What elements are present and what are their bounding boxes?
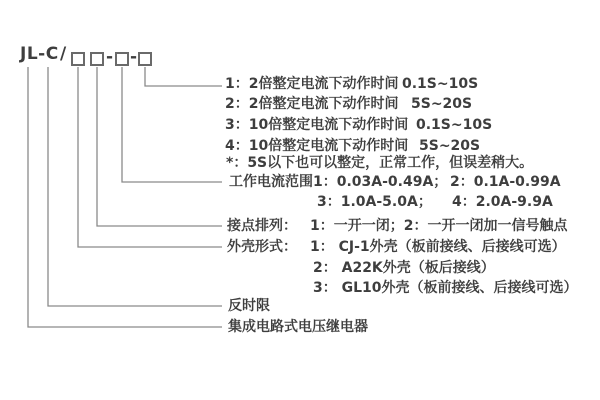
model-slash: /: [60, 44, 67, 64]
contact-arrangement-label: 接点排列：: [227, 218, 297, 234]
case-type-option-1: 1： CJ-1外壳（板前接线、后接线可选）: [310, 239, 566, 255]
connector-current-range: [122, 67, 222, 182]
current-range-option-3: 3：1.0A-5.0A；: [317, 194, 432, 210]
action-time-option-3-label: 3：10倍整定电流下动作时间: [225, 117, 409, 133]
placeholder-box-4: [138, 52, 152, 66]
action-time-option-4-label: 4：10倍整定电流下动作时间: [225, 138, 409, 154]
case-type-option-3: 3： GL10外壳（板前接线、后接线可选）: [313, 280, 578, 296]
action-time-option-4-range: 5S~20S: [419, 138, 481, 154]
placeholder-box-2: [90, 52, 104, 66]
time-characteristic-label: 反时限: [228, 298, 270, 314]
placeholder-box-1: [71, 52, 85, 66]
action-time-note: *：5S以下也可以整定，正常工作，但误差稍大。: [226, 155, 534, 171]
contact-arrangement-value: 1：一开一闭；2：一开一闭加一信号触点: [310, 218, 568, 234]
connector-product-type: [28, 67, 222, 327]
connector-time-characteristic: [48, 67, 222, 306]
current-range-option-4: 4：2.0A-9.9A: [452, 194, 553, 210]
case-type-option-2: 2： A22K外壳（板后接线）: [313, 260, 495, 276]
current-range-option-2: 2：0.1A-0.99A: [450, 174, 561, 190]
action-time-option-3-range: 0.1S~10S: [416, 117, 493, 133]
action-time-option-1-label: 1：2倍整定电流下动作时间: [225, 76, 399, 92]
action-time-option-1-range: 0.1S~10S: [402, 76, 479, 92]
placeholder-box-3: [115, 52, 129, 66]
action-time-option-2-range: 5S~20S: [411, 96, 473, 112]
product-type-label: 集成电路式电压继电器: [228, 319, 368, 335]
model-dash-1: -: [106, 47, 114, 67]
connector-action-time: [145, 67, 222, 86]
action-time-option-2-label: 2：2倍整定电流下动作时间: [225, 96, 399, 112]
current-range-label: 工作电流范围: [229, 174, 313, 190]
current-range-option-1: 1：0.03A-0.49A；: [313, 174, 448, 190]
model-dash-2: -: [130, 47, 138, 67]
model-prefix: JL-C: [20, 44, 59, 64]
case-type-label: 外壳形式：: [227, 239, 297, 255]
connector-contact-arrangement: [97, 67, 222, 226]
connector-case-type: [78, 67, 222, 247]
